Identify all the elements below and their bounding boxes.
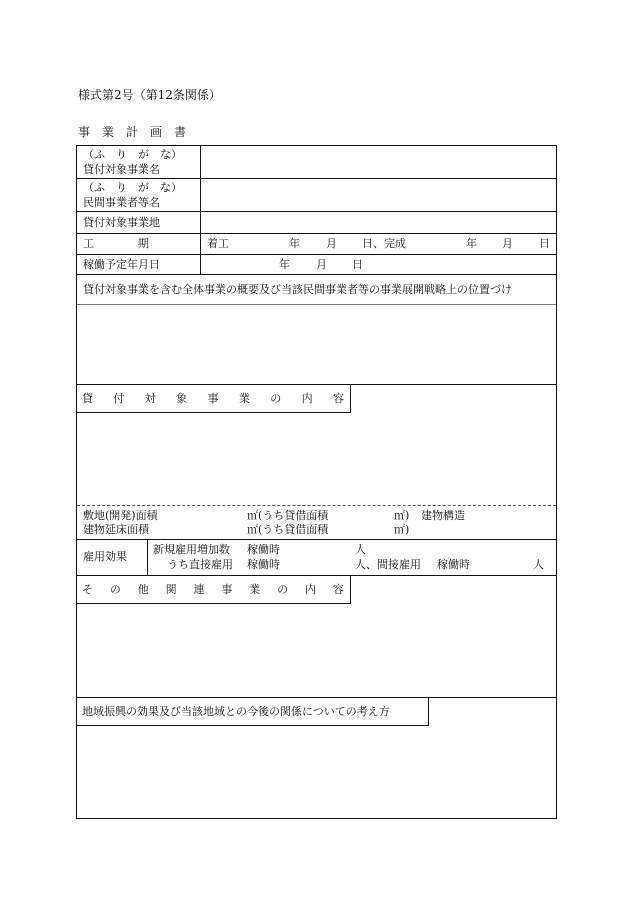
dashed-divider [77,505,556,506]
regional-effect-heading: 地域振興の効果及び当該地域との今後の関係についての考え方 [82,705,390,718]
document-title: 事 業 計 画 書 [78,125,187,139]
indirect-employment-label: 人、間接雇用 [355,558,421,571]
operation-date-label: 稼働予定年月日 [83,258,160,271]
new-employment-at-operation: 稼働時 [247,543,280,556]
new-employment-label: 新規雇用増加数 [153,543,230,556]
overview-field[interactable] [77,305,556,384]
floor-area-sqm-close: ㎡) [394,523,410,536]
site-area-sqm-label: ㎡(うち貸借面積 [247,509,329,522]
loan-project-name-label: 貸付対象事業名 [83,163,160,176]
building-structure-label: 建物構造 [421,509,465,522]
row-divider [77,539,556,540]
content-heading: 貸 付 対 象 事 業 の 内 容 [82,392,344,405]
site-area-label: 敷地(開発)面積 [83,509,158,522]
construction-start-label: 着工 [207,237,229,250]
end-month-unit: 月 [502,237,513,250]
row-divider [77,233,556,234]
regional-effect-field[interactable] [77,727,556,817]
row-divider [77,274,556,275]
indirect-employment-at-operation: 稼働時 [437,558,470,571]
operation-month-unit: 月 [316,258,327,271]
end-year-unit: 年 [466,237,477,250]
content-field[interactable] [77,414,556,504]
form-table [76,145,557,819]
private-operator-name-label: 民間事業者等名 [83,196,160,209]
furigana-label-1: （ふ り が な） [83,148,182,161]
direct-employment-label: うち直接雇用 [167,558,233,571]
completion-label: 日、完成 [362,237,406,250]
loan-project-location-label: 貸付対象事業地 [83,216,160,229]
private-operator-name-field[interactable] [201,179,556,211]
operation-day-unit: 日 [352,258,363,271]
start-year-unit: 年 [289,237,300,250]
loan-project-name-field[interactable] [201,146,556,178]
loan-project-location-field[interactable] [201,212,556,233]
content-heading-box [77,384,351,413]
end-day-unit: 日 [539,237,550,250]
operation-year-unit: 年 [279,258,290,271]
floor-area-sqm-label: ㎡(うち貸借面積 [247,523,329,536]
floor-area-label: 建物延床面積 [83,523,149,536]
regional-effect-heading-box [77,697,429,726]
overview-heading: 貸付対象事業を含む全体事業の概要及び当該民間事業者等の事業展開戦略上の位置づけ [83,283,512,296]
new-employment-persons-unit: 人 [355,543,366,556]
site-area-sqm-close: ㎡) [394,509,410,522]
start-month-unit: 月 [326,237,337,250]
form-number: 様式第2号（第12条関係） [78,88,221,102]
indirect-employment-persons-unit: 人 [533,558,544,571]
other-related-field[interactable] [77,605,556,697]
employment-label-divider [147,539,148,575]
row-divider [77,254,556,255]
other-related-heading-box [77,575,351,604]
direct-employment-at-operation: 稼働時 [247,558,280,571]
construction-period-label: 工 期 [83,237,149,250]
employment-effect-label: 雇用効果 [83,550,127,563]
other-related-heading: そ の 他 関 連 事 業 の 内 容 [82,583,344,596]
furigana-label-2: （ふ り が な） [83,181,182,194]
